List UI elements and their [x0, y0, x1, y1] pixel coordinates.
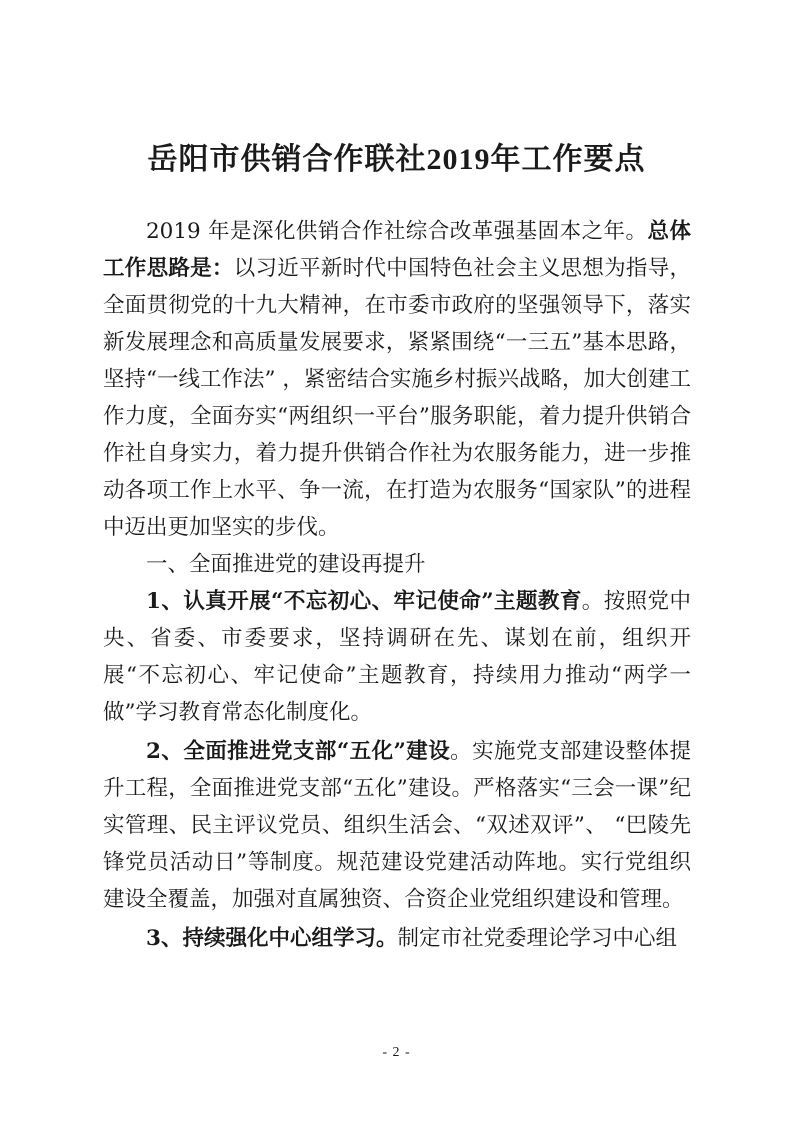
intro-lead-text: 2019 年是深化供销合作社综合改革强基固本之年。 — [146, 219, 648, 244]
document-body — [103, 213, 691, 957]
intro-bold-text: 总体工作思路是： — [103, 219, 691, 281]
section-heading: 一、全面推进党的建设再提升 — [146, 552, 426, 577]
item-2-heading: 2、全面推进党支部“五化”建设 — [146, 739, 451, 764]
page-title: 岳阳市供销合作联社2019年工作要点 — [147, 143, 646, 176]
item-3-body: 制定市社党委理论学习中心组 — [397, 926, 677, 951]
item-3-heading: 3、持续强化中心组学习。 — [146, 926, 398, 951]
item-1-paragraph — [103, 583, 691, 731]
item-2-body: 。实施党支部建设整体提升工程，全面推进党支部“五化”建设。严格落实“三会一课”纪实管理、民主评议党员、组织生活会、“双述双评”、 “巴陵先锋党员活动日”等制度。规范建设党建活动阵地。实行党组织建设全覆盖，加强对直属独资、合资企业党组织建设和管理。 — [103, 739, 691, 912]
page-number: - 2 - — [382, 1045, 411, 1060]
item-1-body: 。按照党中央、省委、市委要求，坚持调研在先、谋划在前，组织开展“不忘初心、牢记使命”主题教育，持续用力推动“两学一做”学习教育常态化制度化。 — [103, 589, 691, 725]
item-2-paragraph — [103, 733, 691, 918]
item-3-paragraph — [103, 920, 691, 957]
intro-paragraph — [103, 213, 691, 546]
intro-body-text: 以习近平新时代中国特色社会主义思想为指导，全面贯彻党的十九大精神，在市委市政府的坚强领导下，落实新发展理念和高质量发展要求，紧紧围绕“一三五”基本思路，坚持“一线工作法” ，紧密结合实施乡村振兴战略，加大创建工作力度，全面夯实“两组织一平台”服务职能，着力提升供销合作社自身实力，着力提升供销合作社为农服务能力，进一步推动各项工作上水平、争一流，在打造为农服务“国家队”的进程中迈出更加坚实的步伐。 — [103, 256, 691, 540]
item-1-heading: 1、认真开展“不忘初心、牢记使命”主题教育 — [146, 589, 582, 614]
